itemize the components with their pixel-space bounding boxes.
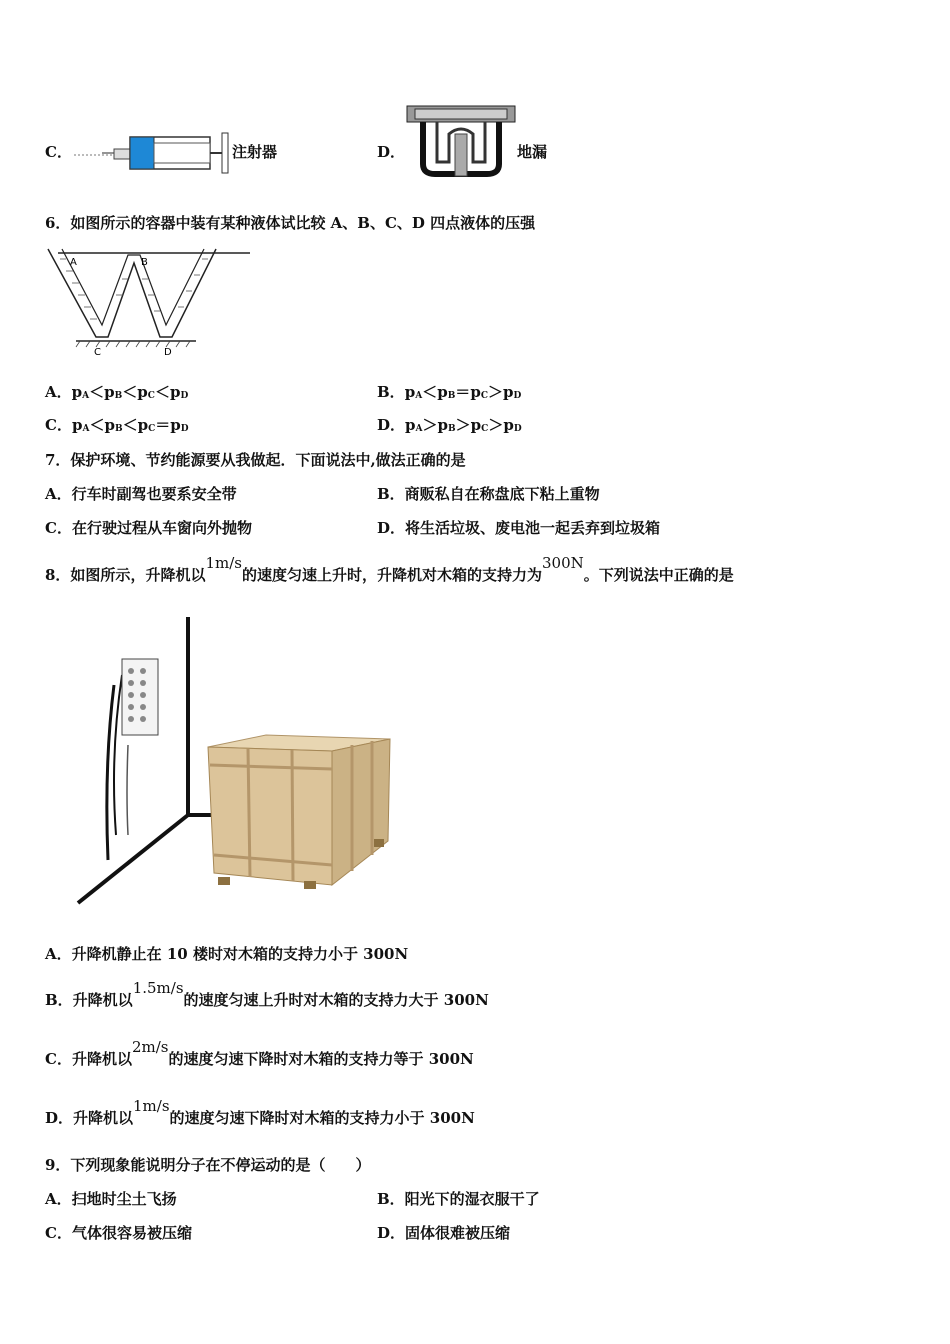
q6-option-b: B．pA＜pB＝pC＞pD bbox=[377, 383, 522, 401]
q8-stem: 8．如图所示，升降机以1m/s的速度匀速上升时，升降机对木箱的支持力为300N。下列说法中正确的是 bbox=[45, 554, 734, 584]
q5-option-d-label: 地漏 bbox=[517, 143, 548, 161]
syringe-figure bbox=[72, 125, 232, 173]
q8-option-b: B．升降机以1.5m/s的速度匀速上升时对木箱的支持力大于 300N bbox=[45, 979, 489, 1009]
q8-speed: 1m/s bbox=[205, 554, 242, 572]
q6-option-a: A．pA＜pB＜pC＜pD bbox=[45, 383, 189, 401]
q7-option-d: D．将生活垃圾、废电池一起丢弃到垃圾箱 bbox=[377, 519, 661, 537]
q8-option-d: D．升降机以1m/s的速度匀速下降时对木箱的支持力小于 300N bbox=[45, 1097, 475, 1127]
q7-option-c: C．在行驶过程从车窗向外抛物 bbox=[45, 519, 252, 537]
q9-stem: 9．下列现象能说明分子在不停运动的是（ ） bbox=[45, 1156, 371, 1174]
q9-option-c: C．气体很容易被压缩 bbox=[45, 1224, 192, 1242]
q7-option-a: A．行车时副驾也要系安全带 bbox=[45, 485, 237, 503]
q8-option-c: C．升降机以2m/s的速度匀速下降时对木箱的支持力等于 300N bbox=[45, 1038, 474, 1068]
q9-option-d: D．固体很难被压缩 bbox=[377, 1224, 511, 1242]
point-c-label: C bbox=[94, 347, 101, 358]
q6-stem: 6．如图所示的容器中装有某种液体试比较 A、B、C、D 四点液体的压强 bbox=[45, 214, 536, 232]
q8-option-a: A．升降机静止在 10 楼时对木箱的支持力小于 300N bbox=[45, 945, 409, 963]
q8-force: 300N bbox=[542, 554, 584, 572]
q5-option-d-letter: D． bbox=[377, 143, 406, 161]
q9-option-b: B．阳光下的湿衣服干了 bbox=[377, 1190, 540, 1208]
q7-option-b: B．商贩私自在称盘底下粘上重物 bbox=[377, 485, 600, 503]
point-b-label: B bbox=[141, 257, 148, 268]
q5-option-c-letter: C． bbox=[45, 143, 72, 161]
q8-b-speed: 1.5m/s bbox=[132, 979, 184, 997]
q6-option-c: C．pA＜pB＜pC＝pD bbox=[45, 416, 189, 434]
floor-drain-figure bbox=[405, 104, 517, 176]
point-d-label: D bbox=[164, 347, 172, 358]
q8-c-speed: 2m/s bbox=[131, 1038, 169, 1056]
point-a-label: A bbox=[70, 257, 77, 268]
q6-option-d: D．pA＞pB＞pC＞pD bbox=[377, 416, 522, 434]
w-container-figure bbox=[46, 245, 252, 357]
q9-option-a: A．扫地时尘土飞扬 bbox=[45, 1190, 177, 1208]
q8-d-speed: 1m/s bbox=[133, 1097, 170, 1115]
elevator-box-figure bbox=[76, 615, 396, 907]
q7-stem: 7．保护环境、节约能源要从我做起．下面说法中,做法正确的是 bbox=[45, 451, 466, 469]
q5-option-c-label: 注射器 bbox=[232, 143, 278, 161]
